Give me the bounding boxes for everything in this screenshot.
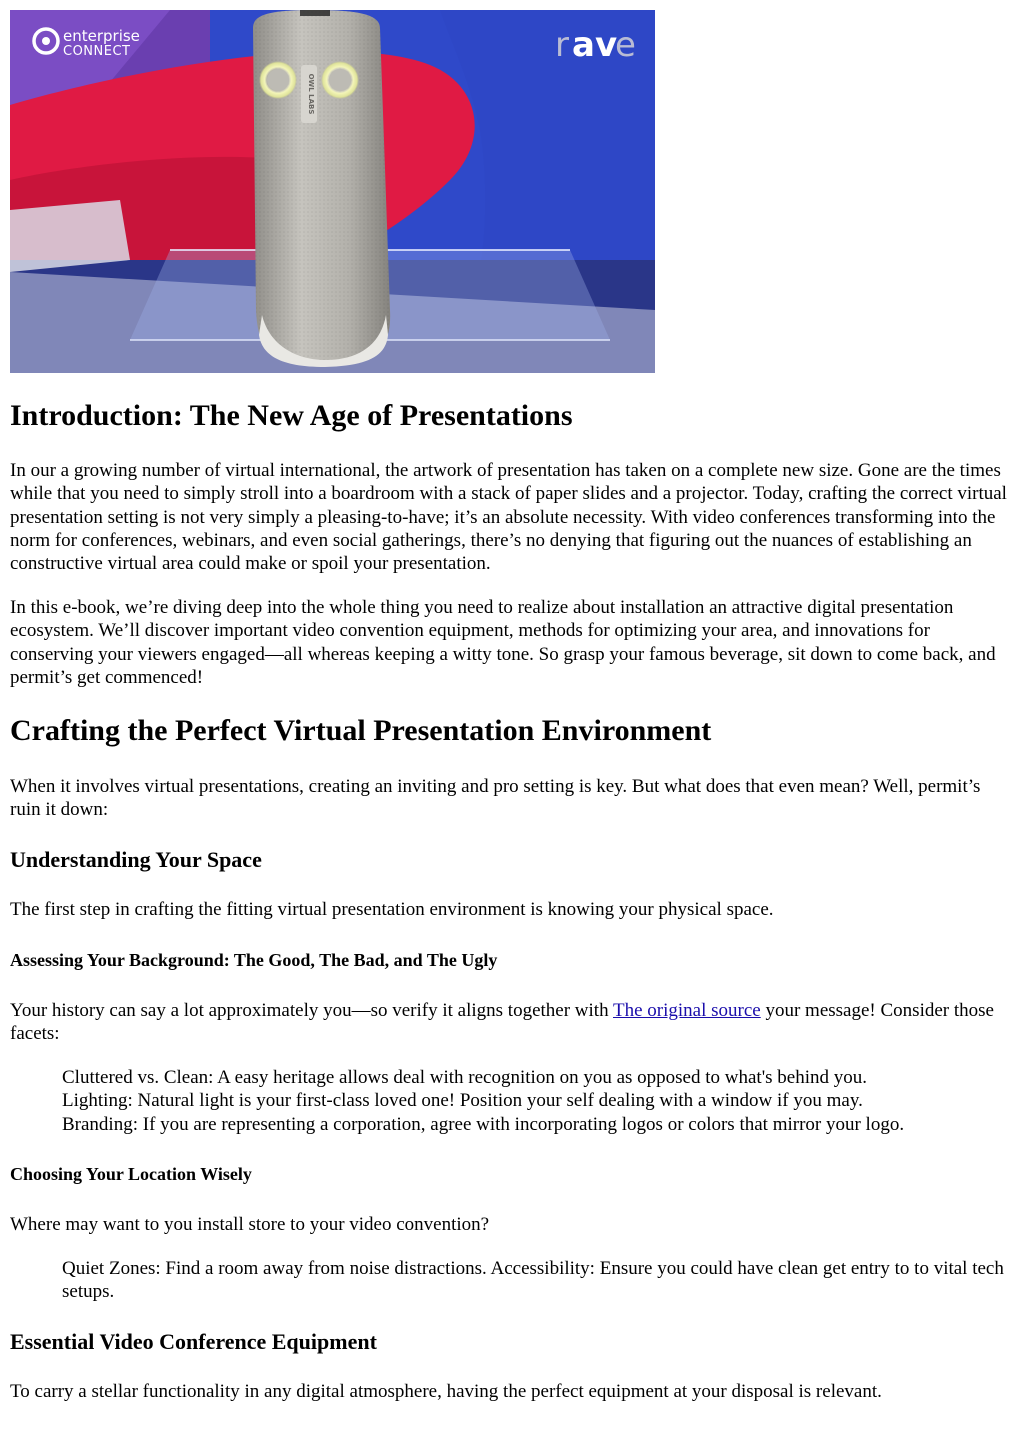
original-source-link[interactable]: The original source xyxy=(613,1000,761,1021)
background-heading: Assessing Your Background: The Good, The Bad, and The Ugly xyxy=(10,950,498,970)
device-label: OWL LABS xyxy=(307,73,315,115)
hero-illustration xyxy=(10,10,655,373)
logo-connect: CONNECT xyxy=(63,44,131,59)
svg-text:e: e xyxy=(615,25,636,65)
list-item: Lighting: Natural light is your first-class loved one! Position your self dealing with a window if you may. xyxy=(62,1090,863,1112)
equipment-paragraph: To carry a stellar functionality in any digital atmosphere, having the perfect equipment at your disposal is relevant. xyxy=(10,1381,882,1402)
article xyxy=(10,10,1010,1402)
list-item: Cluttered vs. Clean: A easy heritage allows deal with recognition on you as opposed to what's behind you. xyxy=(62,1067,867,1088)
intro-heading: Introduction: The New Age of Presentations xyxy=(10,399,573,432)
location-list: Quiet Zones: Find a room away from noise distractions. Accessibility: Ensure you could have clean get entry to to vital tech setups. xyxy=(62,1258,1004,1303)
equipment-heading: Essential Video Conference Equipment xyxy=(10,1329,377,1354)
background-list xyxy=(62,1066,1010,1136)
svg-text:av: av xyxy=(572,25,618,65)
crafting-paragraph: When it involves virtual presentations, creating an inviting and pro setting is key. But what does that even mean? Well, permit’s ruin it down: xyxy=(10,776,981,821)
crafting-heading: Crafting the Perfect Virtual Presentation Environment xyxy=(10,714,712,747)
location-paragraph: Where may want to you install store to your video convention? xyxy=(10,1214,490,1235)
hero-image xyxy=(10,10,655,373)
understanding-heading: Understanding Your Space xyxy=(10,847,262,872)
background-paragraph xyxy=(10,999,1010,1046)
logo-enterprise: enterprise xyxy=(63,27,140,45)
list-item: Branding: If you are representing a corporation, agree with incorporating logos or colors that mirror your logo. xyxy=(62,1113,905,1135)
background-text-after: your message! Consider those facets: xyxy=(10,1000,994,1045)
understanding-paragraph: The first step in crafting the fitting virtual presentation environment is knowing your physical space. xyxy=(10,899,774,920)
intro-paragraph-1: In our a growing number of virtual international, the artwork of presentation has taken on a complete new size. Gone are the times while that you need to simply stroll into a boardroom with a stack of paper slides and a projector. Today, crafting the correct virtual presentation setting is not very simply a pleasing-to-have; it’s an absolute necessity. With video conferences transforming into the norm for conferences, webinars, and even social gatherings, there’s no denying that figuring out the nuances of establishing an constructive virtual area could make or spoil your presentation. xyxy=(10,460,1007,575)
svg-text:r: r xyxy=(555,25,569,65)
location-heading: Choosing Your Location Wisely xyxy=(10,1164,252,1184)
rave-logo xyxy=(555,25,636,65)
background-text-before: Your history can say a lot approximately you—so verify it aligns together with xyxy=(10,1000,613,1021)
intro-paragraph-2: In this e-book, we’re diving deep into the whole thing you need to realize about installation an attractive digital presentation ecosystem. We’ll discover important video convention equipment, methods for optimizing your area, and innovations for conserving your viewers engaged—all whereas keeping a witty tone. So grasp your famous beverage, sit down to come back, and permit’s get commenced! xyxy=(10,597,996,688)
